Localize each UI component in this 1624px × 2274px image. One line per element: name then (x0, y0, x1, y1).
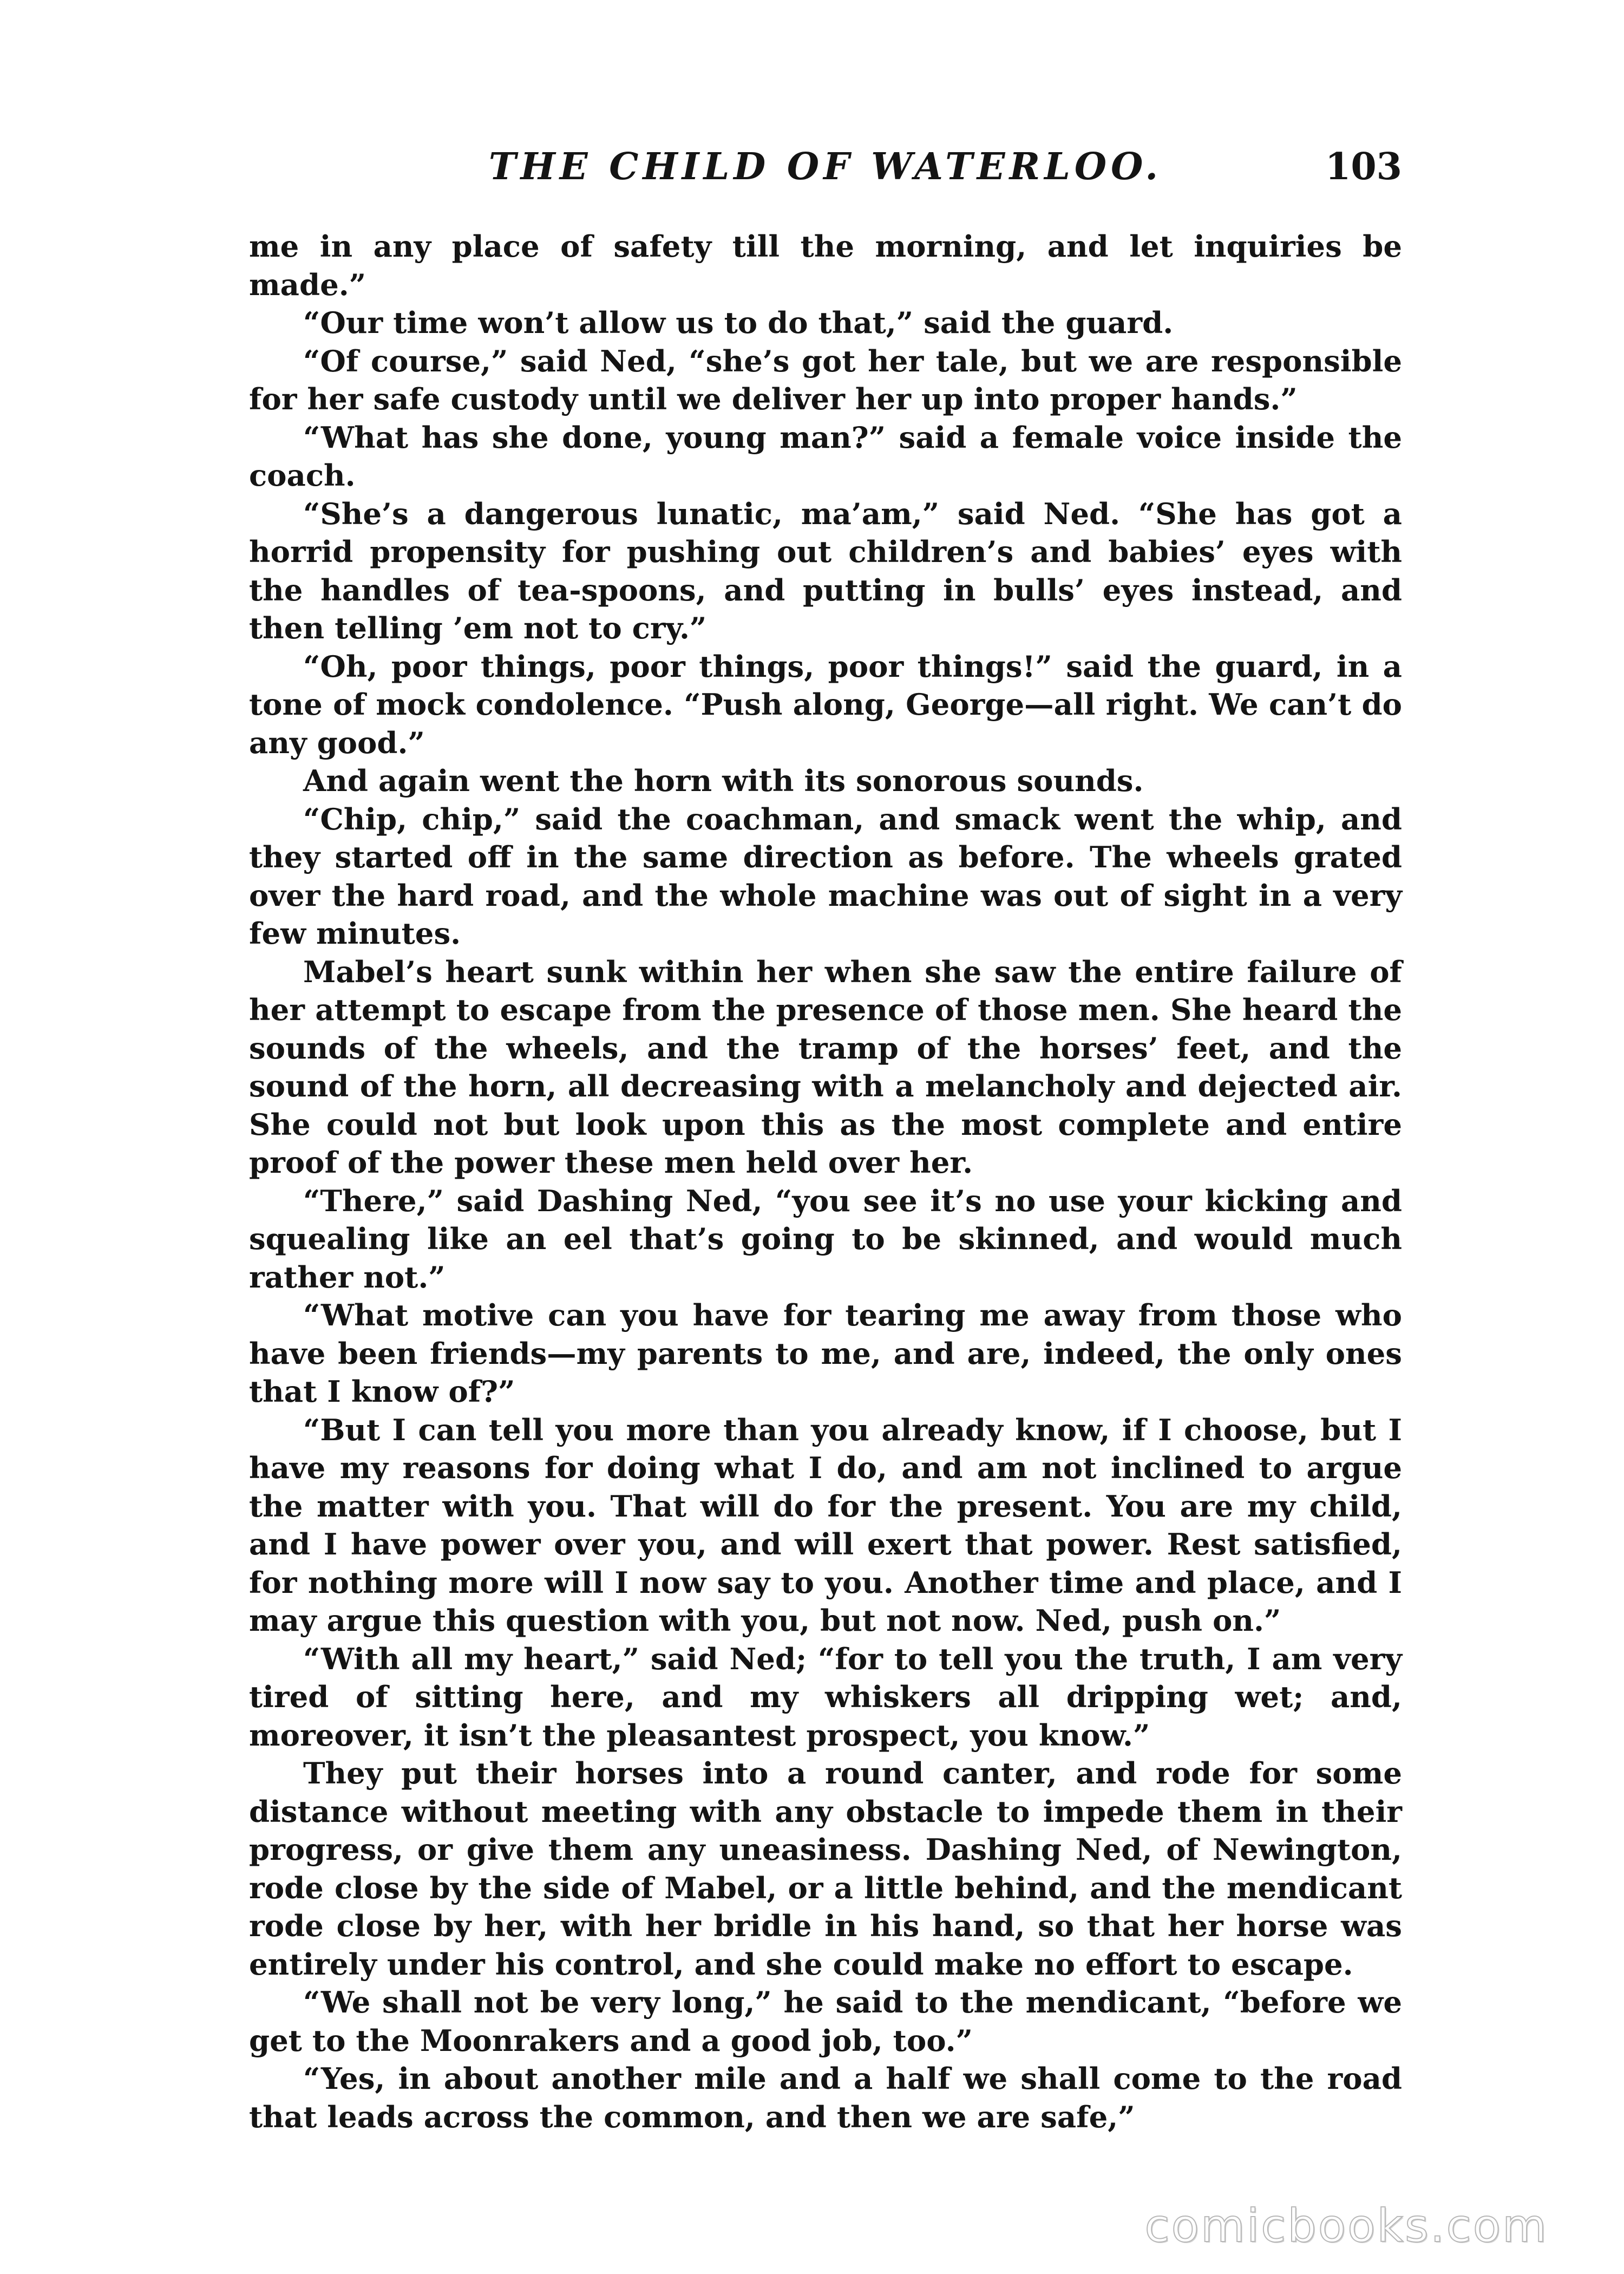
watermark: comicbooks.com (1144, 2199, 1548, 2252)
paragraph-10: “There,” said Dashing Ned, “you see it’s no use your kicking and squealing like an eel that’s going to be skinned, and would much rather not.” (249, 1183, 1402, 1295)
page-number: 103 (1325, 145, 1402, 188)
paragraph-3: “Of course,” said Ned, “she’s got her tale, but we are responsible for her safe custody until we deliver her up into proper hands.” (249, 343, 1402, 416)
body-text (249, 227, 1402, 2136)
paragraph-6: “Oh, poor things, poor things, poor things!” said the guard, in a tone of mock condolence. “Push along, George—all right. We can’t do any good.” (249, 649, 1402, 760)
paragraph-5: “She’s a dangerous lunatic, ma’am,” said Ned. “She has got a horrid propensity for pushing out children’s and babies’ eyes with the handles of tea-spoons, and putting in bulls’ eyes instead, and then telling ’em not to cry.” (249, 496, 1402, 645)
paragraph-12: “But I can tell you more than you already know, if I choose, but I have my reasons for doing what I do, and am not inclined to argue the matter with you. That will do for the present. You are my child, and I have power over you, and will exert that power. Rest satisfied, for nothing more will I now say to you. Another time and place, and I may argue this question with you, but not now. Ned, push on.” (249, 1412, 1402, 1638)
paragraph-14: They put their horses into a round canter, and rode for some distance without meeting with any obstacle to impede them in their progress, or give them any uneasiness. Dashing Ned, of Newington, rode close by the side of Mabel, or a little behind, and the mendicant rode close by her, with her bridle in his hand, so that her horse was entirely under his control, and she could make no effort to escape. (249, 1756, 1402, 1982)
paragraph-15: “We shall not be very long,” he said to the mendicant, “before we get to the Moonrakers and a good job, too.” (249, 1985, 1402, 2058)
paragraph-13: “With all my heart,” said Ned; “for to tell you the truth, I am very tired of sitting here, and my whiskers all dripping wet; and, moreover, it isn’t the pleasantest prospect, you know.” (249, 1641, 1402, 1753)
paragraph-4: “What has she done, young man?” said a female voice inside the coach. (249, 420, 1402, 493)
paragraph-16: “Yes, in about another mile and a half we shall come to the road that leads across the common, and then we are safe,” (249, 2061, 1402, 2134)
paragraph-7: And again went the horn with its sonorous sounds. (303, 763, 1144, 798)
running-header (249, 145, 1402, 205)
paragraph-11: “What motive can you have for tearing me away from those who have been friends—my parents to me, and are, indeed, the only ones that I know of?” (249, 1298, 1402, 1409)
paragraph-2: “Our time won’t allow us to do that,” said the guard. (303, 305, 1174, 340)
paragraph-1: me in any place of safety till the morning, and let inquiries be made.” (249, 229, 1402, 302)
running-title: THE CHILD OF WATERLOO. (488, 145, 1163, 188)
paragraph-9: Mabel’s heart sunk within her when she saw the entire failure of her attempt to escape from the presence of those men. She heard the sounds of the wheels, and the tramp of the horses’ feet, and the sound of the horn, all decreasing with a melancholy and dejected air. She could not but look upon this as the most complete and entire proof of the power these men held over her. (249, 954, 1402, 1180)
paragraph-8: “Chip, chip,” said the coachman, and smack went the whip, and they started off in the same direction as before. The wheels grated over the hard road, and the whole machine was out of sight in a very few minutes. (249, 801, 1402, 951)
